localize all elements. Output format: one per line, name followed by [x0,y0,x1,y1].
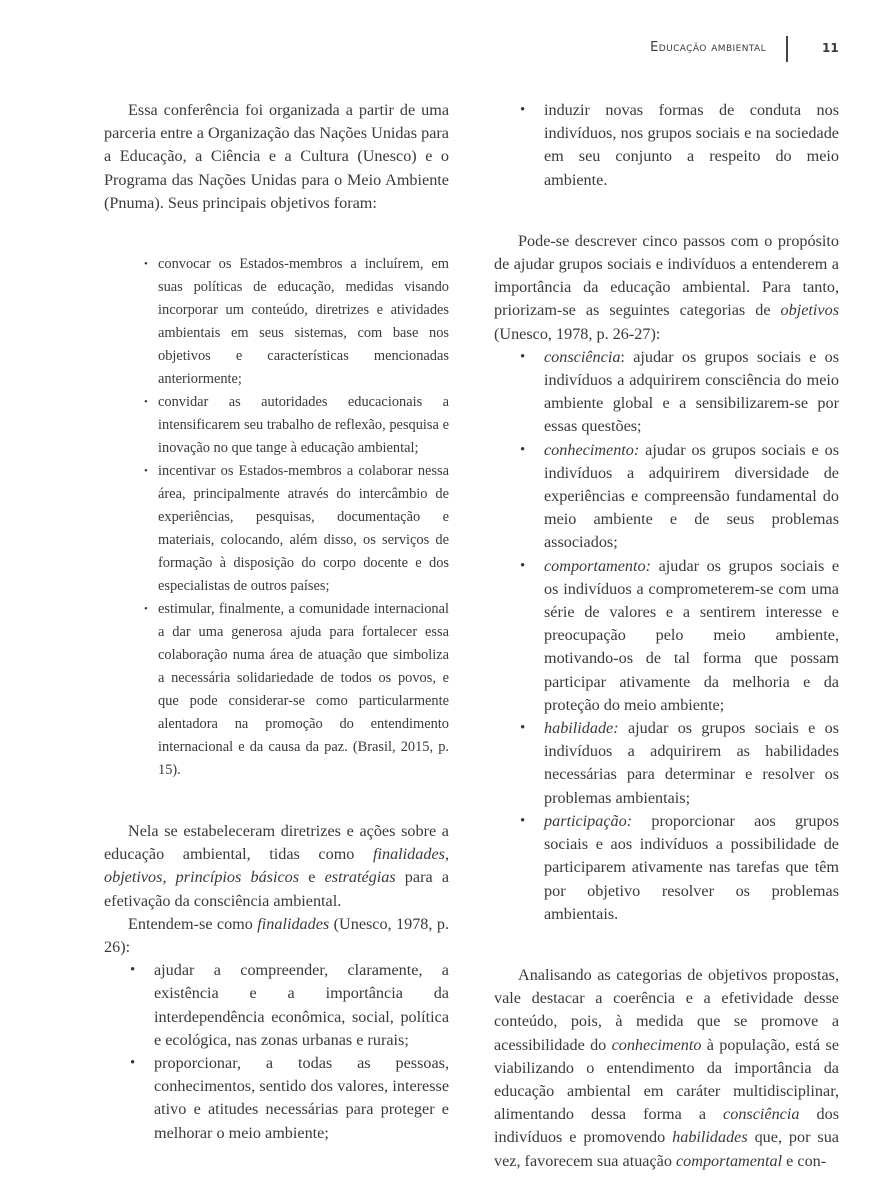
quote-list-item: • estimular, finalmente, a comunidade internacional a dar uma generosa ajuda para fortalecer essa colaboração numa área de atuação que simboliza a necessária solidariedade de todos os povos, e que pode considerar-se como particularmente alentadora na promoção do entendimento internacional e da causa da paz. (Brasil, 2015, p. 15). [144,598,449,782]
finalidade-item: • induzir novas formas de conduta nos indivíduos, nos grupos sociais e na sociedade em seu conjunto a respeito do meio ambiente. [520,101,839,189]
bullet-icon: • [130,962,136,979]
bullet-icon: • [520,812,526,829]
objetivo-item: • participação: proporcionar aos grupos sociais e aos indivíduos a possibilidade de participarem ativamente nas tarefas que têm por objetivo resolver os problemas ambientais. [520,811,840,923]
finalidade-item: • ajudar a compreender, claramente, a existência e a importância da interdependência econômica, social, política e ecológica, nas zonas urbanas e rurais; [130,961,449,1049]
right-column [494,99,839,1173]
objetivo-term: conhecimento: [544,440,640,459]
objetivo-item: • consciência: ajudar os grupos sociais e os indivíduos a adquirirem consciência do meio ambiente global e a sensibilizarem-se por essas questões; [520,347,840,436]
bullet-icon: • [130,1055,136,1072]
bullet-icon: • [144,258,148,271]
bullet-icon: • [144,465,148,478]
objetivo-term: habilidade: [544,719,619,738]
header-divider [786,36,788,62]
objetivo-term: participação: [544,811,633,830]
finalidades-list-continued [494,99,839,192]
bullet-icon: • [144,396,148,409]
paragraph-analise: Analisando as categorias de objetivos propostas, vale destacar a coerência e a efetividade desse conteúdo, pois, à medida que se promove a acessibilidade do conhecimento à população, está se viabilizando o entendimento da importância da educação ambiental em caráter multidisciplinar, alimentando dessa forma a consciência dos indivíduos e promovendo habilidades que, por sua vez, favorecem sua atuação comportamental e con- [494,965,840,1170]
bullet-icon: • [520,557,526,574]
running-title: Educação ambiental [650,40,766,55]
quote-list-item: • convidar as autoridades educacionais a intensificarem seu trabalho de reflexão, pesquisa e inovação no que tange à educação ambiental; [144,391,449,460]
bullet-icon: • [520,441,526,458]
page-header [0,36,890,66]
quote-list-item: • convocar os Estados-membros a incluírem, em suas políticas de educação, medidas visando incorporar um conteúdo, diretrizes e atividades ambientais em seus sistemas, com base nos objetivos e características mencionadas anteriormente; [144,253,449,391]
objetivo-item: • habilidade: ajudar os grupos sociais e os indivíduos a adquirirem as habilidades necessárias para determinar e resolver os problemas ambientais; [520,719,840,807]
paragraph-finalidades: Entendem-se como finalidades (Unesco, 1978, p. 26): [104,914,449,957]
objetivos-list [494,346,839,926]
bullet-icon: • [520,348,526,365]
page-number: 11 [822,41,839,55]
block-quote-list [144,253,449,782]
objetivo-term: consciência [544,347,621,366]
paragraph-cinco-passos: Pode-se descrever cinco passos com o propósito de ajudar grupos sociais e indivíduos a entenderem a importância da educação ambiental. Para tanto, priorizam-se as seguintes categorias de objetivos (Unesco, 1978, p. 26-27): [494,231,839,343]
left-column [104,99,449,1145]
objetivo-item: • comportamento: ajudar os grupos sociais e os indivíduos a comprometerem-se com uma série de valores e a sentirem interesse e preocupação pelo meio ambiente, motivando-os de tal forma que possam participar ativamente da melhoria e da proteção do meio ambiente; [520,556,839,714]
bullet-icon: • [520,102,526,118]
objetivo-item: • conhecimento: ajudar os grupos sociais e os indivíduos a adquirirem diversidade de experiências e compreensão fundamental do meio ambiente e de seus problemas associados; [520,440,839,552]
paragraph-diretrizes: Nela se estabeleceram diretrizes e ações sobre a educação ambiental, tidas como finalidades, objetivos, princípios básicos e estratégias para a efetivação da consciência ambiental. [104,822,450,910]
bullet-icon: • [144,603,148,616]
finalidades-list [104,959,449,1145]
quote-list-item: • incentivar os Estados-membros a colaborar nessa área, principalmente através do intercâmbio de experiências, pesquisas, documentação e materiais, colocando, além disso, os serviços de formação à disposição do corpo docente e dos especialistas de outros países; [144,460,449,598]
finalidade-item: • proporcionar, a todas as pessoas, conhecimentos, sentido dos valores, interesse ativo e atitudes necessárias para proteger e melhorar o meio ambiente; [130,1054,449,1142]
bullet-icon: • [520,720,526,737]
intro-paragraph: Essa conferência foi organizada a partir de uma parceria entre a Organização das Nações Unidas para a Educação, a Ciência e a Cultura (Unesco) e o Programa das Nações Unidas para o Meio Ambiente (Pnuma). Seus principais objetivos foram: [104,101,449,212]
objetivo-term: comportamento: [544,556,651,575]
